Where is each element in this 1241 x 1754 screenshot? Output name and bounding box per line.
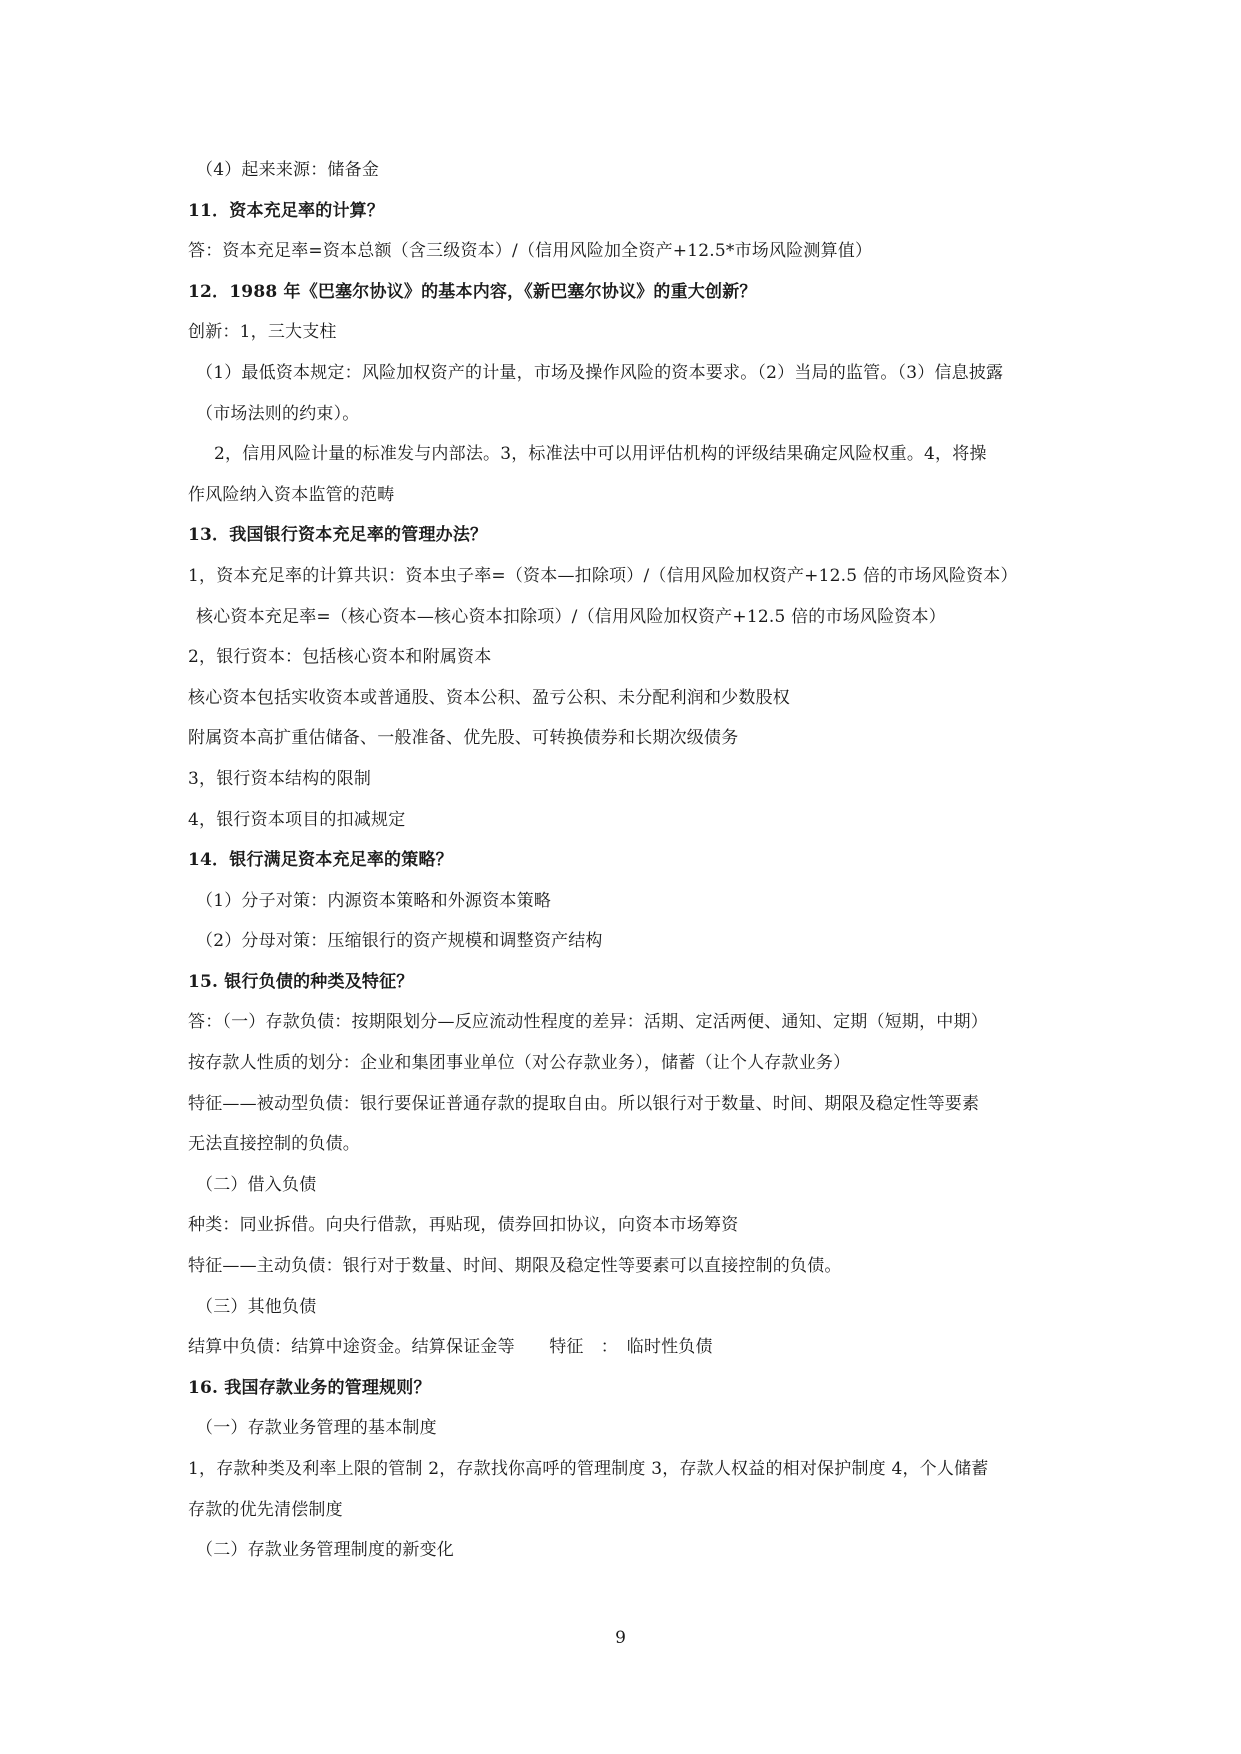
text-line: （一）存款业务管理的基本制度 [196,1418,437,1439]
text-line: （4）起来来源：储备金 [196,160,380,180]
text-line: （1）最低资本规定：风险加权资产的计量，市场及操作风险的资本要求。（2）当局的监管。（3）信息披露 [196,362,1004,383]
text-line: 种类：同业拆借。向央行借款，再贴现，债券回扣协议，向资本市场筹资 [188,1215,739,1236]
text-line: （市场法则的约束）。 [196,403,360,424]
text-line: 答：资本充足率=资本总额（含三级资本）/（信用风险加全资产+12.5*市场风险测算值） [188,241,873,262]
text-line: 特征——主动负债：银行对于数量、时间、期限及稳定性等要素可以直接控制的负债。 [188,1256,842,1277]
document-body [188,150,1058,1571]
text-line: 2，信用风险计量的标准发与内部法。3，标准法中可以用评估机构的评级结果确定风险权重。4，将操 [214,444,987,465]
text-line: 附属资本高扩重估储备、一般准备、优先股、可转换债券和长期次级债务 [188,728,739,749]
section-heading: 15. 银行负债的种类及特征？ [188,971,414,992]
text-line: 1，资本充足率的计算共识：资本虫子率=（资本—扣除项）/（信用风险加权资产+12.5 倍的市场风险资本） [188,565,1018,586]
page-number: 9 [615,1628,626,1648]
text-line: （1）分子对策：内源资本策略和外源资本策略 [196,890,552,911]
text-line: 核心资本充足率=（核心资本—核心资本扣除项）/（信用风险加权资产+12.5 倍的市场风险资本） [196,606,946,627]
text-line: 2，银行资本：包括核心资本和附属资本 [188,647,492,668]
section-heading: 14．银行满足资本充足率的策略？ [188,850,453,871]
text-line: 3，银行资本结构的限制 [188,768,372,789]
section-heading: 16. 我国存款业务的管理规则？ [188,1377,431,1398]
text-line: （二）存款业务管理制度的新变化 [196,1540,454,1561]
section-heading: 12．1988 年《巴塞尔协议》的基本内容，《新巴塞尔协议》的重大创新？ [188,281,757,302]
text-line: （三）其他负债 [196,1296,317,1317]
text-line: 1，存款种类及利率上限的管制 2，存款找你高呼的管理制度 3，存款人权益的相对保护制度 4，个人储蓄 [188,1459,989,1479]
section-heading: 13．我国银行资本充足率的管理办法？ [188,525,488,546]
text-line: 4，银行资本项目的扣减规定 [188,809,406,830]
text-line: （二）借入负债 [196,1174,317,1195]
text-line: （2）分母对策：压缩银行的资产规模和调整资产结构 [196,931,603,952]
text-line: 无法直接控制的负债。 [188,1134,360,1155]
text-line: 按存款人性质的划分：企业和集团事业单位（对公存款业务），储蓄（让个人存款业务） [188,1053,851,1074]
text-line: 结算中负债：结算中途资金。结算保证金等 特征 ： 临时性负债 [188,1337,713,1358]
text-line: 存款的优先清偿制度 [188,1499,343,1520]
text-line: 创新：1，三大支柱 [188,322,337,343]
text-line: 作风险纳入资本监管的范畴 [188,484,395,505]
section-heading: 11．资本充足率的计算？ [188,200,385,221]
text-line: 特征——被动型负债：银行要保证普通存款的提取自由。所以银行对于数量、时间、期限及稳定性等要素 [188,1093,980,1114]
text-line: 答：（一）存款负债：按期限划分—反应流动性程度的差异：活期、定活两便、通知、定期（短期，中期） [188,1012,988,1033]
text-line: 核心资本包括实收资本或普通股、资本公积、盈亏公积、未分配利润和少数股权 [188,687,790,708]
